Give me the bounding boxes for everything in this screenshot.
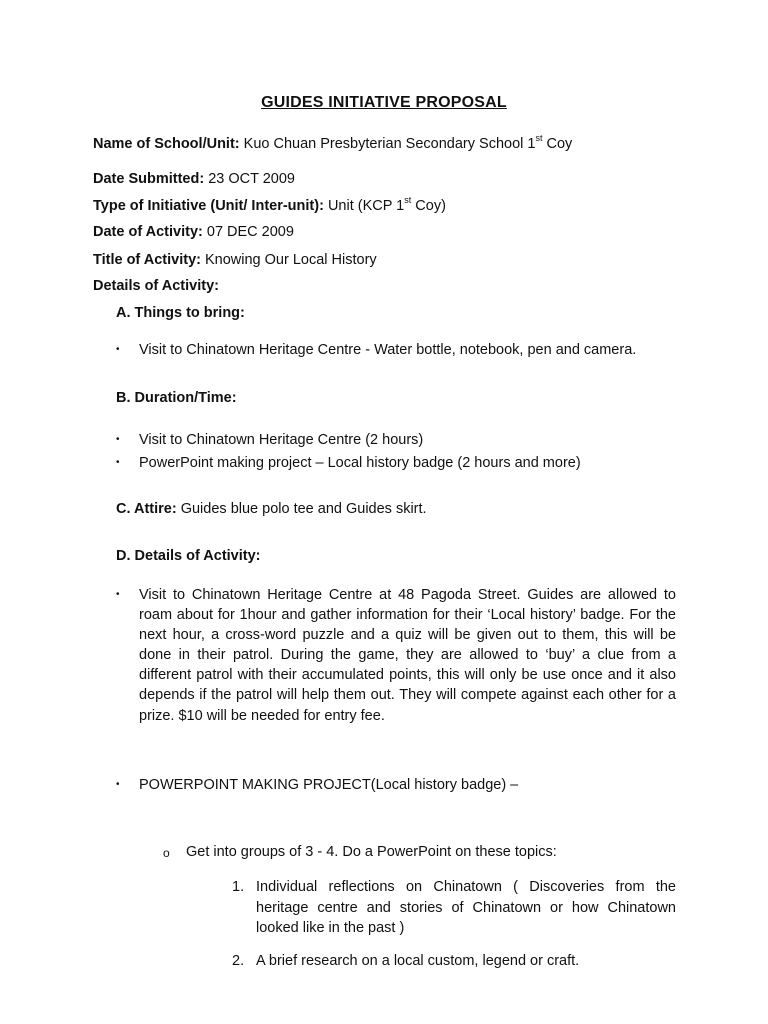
bullet-icon: •	[116, 457, 120, 468]
title-activity-value: Knowing Our Local History	[205, 252, 377, 268]
bullet-icon: •	[116, 344, 120, 355]
date-submitted-value: 23 OCT 2009	[208, 171, 295, 187]
section-b-item: Visit to Chinatown Heritage Centre (2 hours)	[139, 432, 424, 448]
school-field	[93, 134, 572, 154]
title-activity-label: Title of Activity:	[93, 252, 201, 268]
section-c-label: C. Attire:	[116, 501, 177, 517]
section-c-attire	[116, 499, 427, 519]
date-activity-value: 07 DEC 2009	[206, 224, 294, 240]
section-a-item: Visit to Chinatown Heritage Centre - Water bottle, notebook, pen and camera.	[139, 342, 637, 358]
bullet-icon: •	[116, 779, 120, 790]
date-submitted-field	[93, 169, 295, 189]
topic-number: 2.	[232, 953, 245, 969]
initiative-type-value: Unit (KCP 1	[327, 198, 405, 214]
bullet-icon: •	[116, 434, 120, 445]
section-b-item: PowerPoint making project – Local history badge (2 hours and more)	[139, 455, 581, 471]
topic-text: Individual reflections on Chinatown ( Discoveries from the heritage centre and stories of Chinatown or how Chinatown looked like in the past )	[256, 879, 676, 936]
sub-bullet-icon: o	[163, 846, 170, 860]
date-activity-label: Date of Activity:	[93, 224, 203, 240]
date-submitted-label: Date Submitted:	[93, 171, 205, 187]
school-sup: st	[535, 133, 543, 144]
initiative-type-suffix: Coy)	[411, 198, 446, 214]
sub-item: Get into groups of 3 - 4. Do a PowerPoint on these topics:	[186, 844, 557, 860]
title-activity-field	[93, 250, 377, 270]
visit-paragraph: Visit to Chinatown Heritage Centre at 48 Pagoda Street. Guides are allowed to roam about for 1hour and gather information for their ‘Local history’ badge. For the next hour, a cross-word puzzle and a quiz will be given out to them, this will be done in their patrol. During the game, they are allowed to ‘buy’ a clue from a different patrol with their accumulated points, this will only be use once and it also depends if the patrol will help them out. They will compete against each other for a prize. $10 will be needed for entry fee.	[139, 587, 676, 724]
school-value: Kuo Chuan Presbyterian Secondary School 1	[243, 136, 536, 152]
date-activity-field	[93, 222, 294, 242]
bullet-icon: •	[116, 589, 120, 600]
section-b-heading: B. Duration/Time:	[116, 390, 237, 406]
project-item: POWERPOINT MAKING PROJECT(Local history badge) –	[139, 777, 519, 793]
section-d-heading: D. Details of Activity:	[116, 548, 261, 564]
school-label: Name of School/Unit:	[93, 136, 240, 152]
section-a-heading: A. Things to bring:	[116, 305, 245, 321]
topic-text: A brief research on a local custom, legend or craft.	[256, 953, 580, 969]
initiative-type-field	[93, 196, 446, 216]
document-title: GUIDES INITIATIVE PROPOSAL	[261, 94, 507, 111]
school-suffix: Coy	[542, 136, 573, 152]
details-label: Details of Activity:	[93, 278, 219, 294]
section-c-value: Guides blue polo tee and Guides skirt.	[180, 501, 427, 517]
initiative-type-sup: st	[404, 195, 412, 206]
topic-number: 1.	[232, 879, 245, 895]
initiative-type-label: Type of Initiative (Unit/ Inter-unit):	[93, 198, 324, 214]
